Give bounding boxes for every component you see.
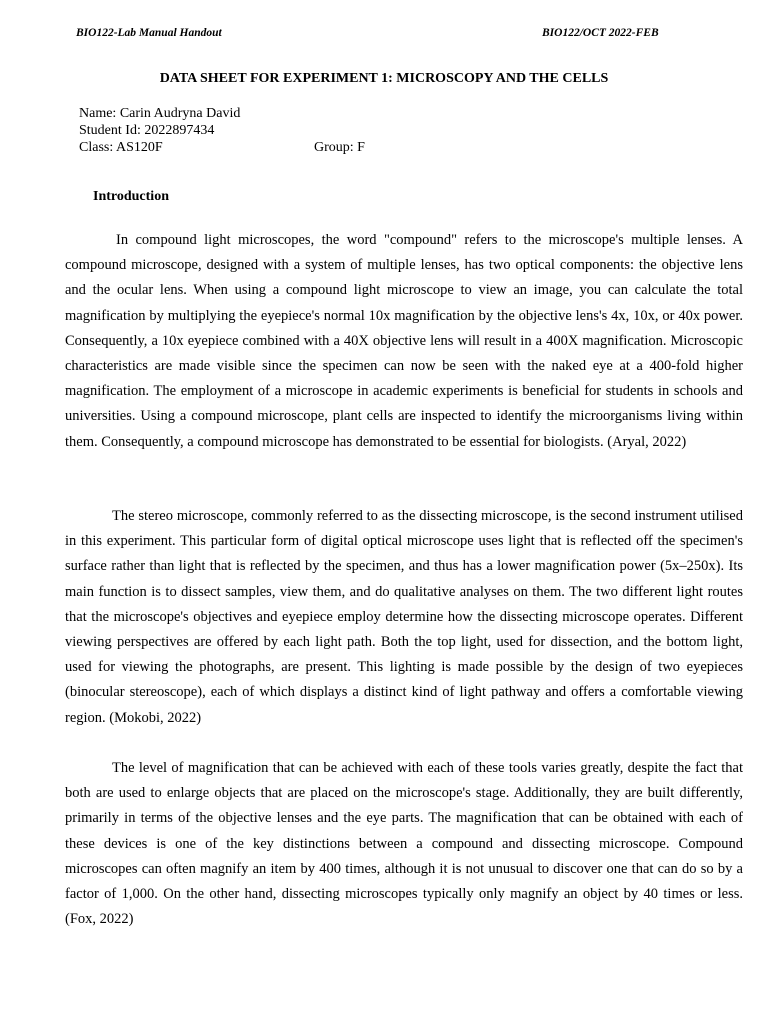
header-session-label: BIO122/OCT 2022-FEB bbox=[542, 27, 659, 39]
introduction-paragraph-2: The stereo microscope, commonly referred to as the dissecting microscope, is the second instrument utilised in this experiment. This particular form of digital optical microscope uses light that is reflected off the specimen's surface rather than light that is reflected by the specimen, and thus has a lower magnification power (5x–250x). Its main function is to dissect samples, view them, and do qualitative analyses on them. The two different light routes that the microscope's objectives and eyepiece employ determine how the dissecting microscope operates. Different viewing perspectives are offered by each light path. Both the top light, used for dissection, and the bottom light, used for viewing the photographs, are present. This lighting is made possible by the design of two eyepieces (binocular stereoscope), each of which displays a distinct kind of light pathway and offers a comfortable viewing region. (Mokobi, 2022) bbox=[65, 508, 743, 726]
student-name: Name: Carin Audryna David bbox=[79, 106, 241, 121]
page-title: DATA SHEET FOR EXPERIMENT 1: MICROSCOPY AND THE CELLS bbox=[159, 71, 609, 86]
header-course-label: BIO122-Lab Manual Handout bbox=[76, 27, 222, 39]
student-id: Student Id: 2022897434 bbox=[79, 123, 215, 138]
student-group: Group: F bbox=[314, 140, 365, 155]
student-class: Class: AS120F bbox=[79, 140, 163, 155]
introduction-paragraph-1: In compound light microscopes, the word "compound" refers to the microscope's multiple lenses. A compound microscope, designed with a system of multiple lenses, has two optical components: the objective lens and the ocular lens. When using a compound light microscope to view an image, you can calculate the total magnification by multiplying the eyepiece's normal 10x magnification by the objective lens's 4x, 10x, or 40x power. Consequently, a 10x eyepiece combined with a 40X objective lens will result in a 400X magnification. Microscopic characteristics are made visible since the specimen can now be seen with the naked eye at a 400-fold higher magnification. The employment of a microscope in academic experiments is beneficial for students in schools and universities. Using a compound microscope, plant cells are inspected to identify the microorganisms living within them. Consequently, a compound microscope has demonstrated to be essential for biologists. (Aryal, 2022) bbox=[65, 232, 743, 450]
introduction-heading: Introduction bbox=[93, 189, 169, 204]
introduction-paragraph-3: The level of magnification that can be achieved with each of these tools varies greatly, despite the fact that both are used to enlarge objects that are placed on the microscope's stage. Additionally, they are built differently, primarily in terms of the objective lenses and the eye parts. The magnification that can be obtained with each of these devices is one of the key distinctions between a compound and dissecting microscope. Compound microscopes can often magnify an item by 400 times, although it is not unusual to discover one that can do so by a factor of 1,000. On the other hand, dissecting microscopes typically only magnify an object by 40 times or less. (Fox, 2022) bbox=[65, 760, 743, 928]
